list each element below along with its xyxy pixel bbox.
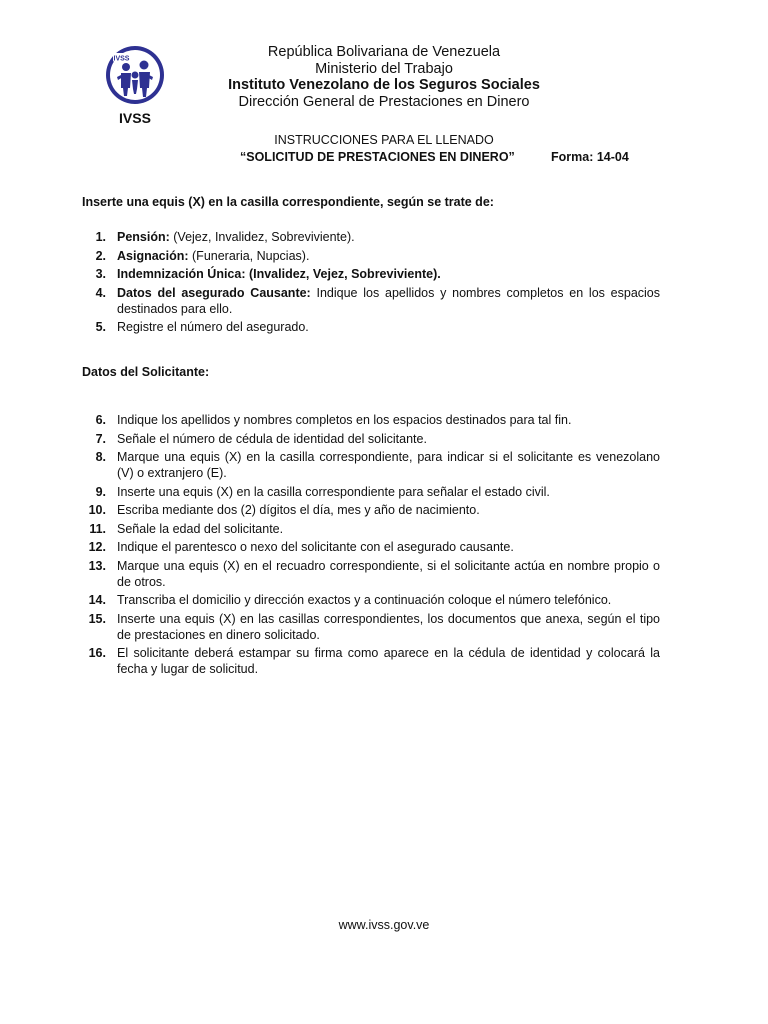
list-item: [82, 266, 660, 282]
header-country: República Bolivariana de Venezuela: [267, 44, 501, 60]
item-bold-label: Indemnización Única: (Invalidez, Vejez, Sobreviviente).: [117, 267, 441, 281]
item-number: 1.: [95, 230, 106, 244]
list-item: [82, 592, 660, 608]
list-item: [82, 645, 660, 677]
list-item: [82, 521, 660, 537]
item-text: Transcriba el domicilio y dirección exactos y a continuación coloque el número telefónico.: [117, 593, 612, 607]
instructions-list-b: [82, 412, 660, 680]
list-item: [82, 431, 660, 447]
item-text: (Vejez, Invalidez, Sobreviviente).: [169, 230, 355, 244]
item-number: 9.: [95, 484, 106, 499]
logo-caption: IVSS: [119, 110, 151, 126]
item-text: Marque una equis (X) en la casilla correspondiente, para indicar si el solicitante es venezolano (V) o extranjero (E).: [117, 450, 660, 480]
section-solicitante-heading: Datos del Solicitante:: [82, 365, 210, 379]
item-text: El solicitante deberá estampar su firma como aparece en la cédula de identidad y colocará la fecha y lugar de solicitud.: [117, 646, 660, 676]
header-ministry: Ministerio del Trabajo: [315, 61, 453, 77]
item-text: Señale la edad del solicitante.: [117, 521, 284, 536]
list-item: [82, 319, 660, 335]
list-item: [82, 285, 660, 317]
item-text: Escriba mediante dos (2) dígitos el día, mes y año de nacimiento.: [117, 503, 480, 517]
form-number: Forma: 14-04: [551, 150, 629, 164]
item-number: 11.: [89, 521, 106, 536]
item-text: Indique el parentesco o nexo del solicitante con el asegurado causante.: [117, 540, 514, 554]
footer-url: www.ivss.gov.ve: [338, 918, 430, 932]
instructions-list-a: [82, 229, 660, 338]
list-item: [82, 611, 660, 643]
item-number: 7.: [95, 431, 106, 446]
item-text: Marque una equis (X) en el recuadro correspondiente, si el solicitante actúa en nombre propio o de otros.: [117, 558, 660, 589]
list-item: [82, 248, 660, 264]
list-item: [82, 539, 660, 555]
item-number: 15.: [88, 611, 106, 626]
list-item: [82, 229, 660, 245]
instructions-title: INSTRUCCIONES PARA EL LLENADO: [274, 133, 494, 147]
item-text: Inserte una equis (X) en la casilla correspondiente para señalar el estado civil.: [117, 484, 550, 499]
item-number: 12.: [88, 540, 106, 554]
ivss-logo: [104, 44, 166, 106]
item-bold-label: Datos del asegurado Causante:: [117, 285, 311, 300]
item-number: 4.: [95, 285, 106, 300]
header-direction: Dirección General de Prestaciones en Dinero: [238, 94, 530, 110]
item-bold-label: Pensión:: [117, 230, 170, 244]
item-text: Indique los apellidos y nombres completos en los espacios destinados para tal fin.: [117, 413, 572, 427]
list-item: [82, 449, 660, 481]
item-number: 5.: [95, 320, 106, 334]
item-bold-label: Asignación:: [117, 248, 189, 263]
list-item: [82, 558, 660, 590]
item-text: Indique los apellidos y nombres completos en los espacios destinados para ello.: [117, 285, 661, 316]
list-item: [82, 412, 660, 428]
item-number: 16.: [88, 646, 106, 660]
list-item: [82, 484, 660, 500]
item-number: 14.: [88, 593, 106, 607]
item-text: (Funeraria, Nupcias).: [188, 248, 310, 263]
list-item: [82, 502, 660, 518]
header-institute: Instituto Venezolano de los Seguros Sociales: [228, 77, 540, 93]
item-text: Inserte una equis (X) en las casillas correspondientes, los documentos que anexa, según el tipo de prestaciones en dinero solicitado.: [117, 611, 660, 642]
form-title: “SOLICITUD DE PRESTACIONES EN DINERO”: [240, 150, 515, 164]
item-number: 13.: [88, 558, 106, 573]
item-number: 6.: [95, 413, 106, 427]
intro-heading: Inserte una equis (X) en la casilla correspondiente, según se trate de:: [82, 195, 494, 209]
item-number: 3.: [95, 267, 106, 281]
item-text: Señale el número de cédula de identidad del solicitante.: [117, 431, 427, 446]
item-number: 10.: [88, 503, 106, 517]
item-number: 2.: [95, 248, 106, 263]
item-text: Registre el número del asegurado.: [117, 320, 309, 334]
logo-badge-text: IVSS: [113, 55, 130, 63]
item-number: 8.: [95, 450, 106, 464]
